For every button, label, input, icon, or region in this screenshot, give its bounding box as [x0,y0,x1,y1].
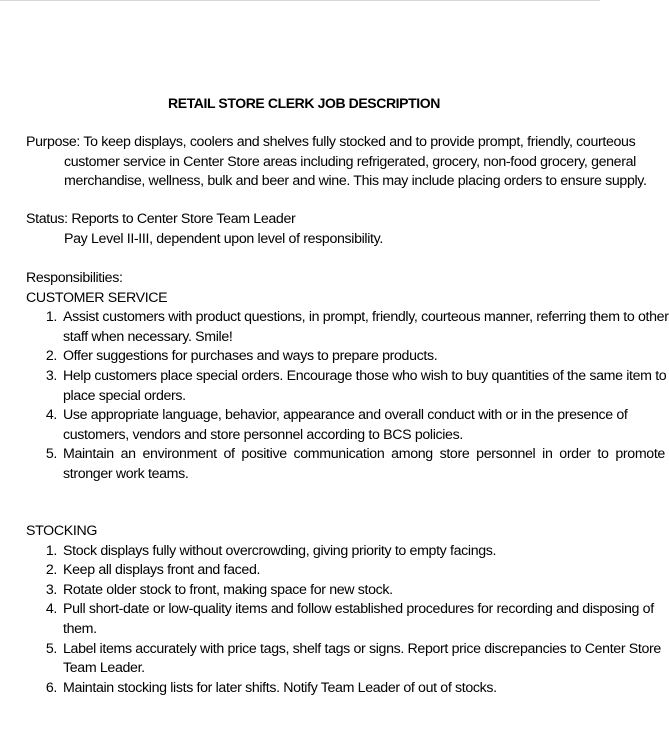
list-number: 4. [45,407,57,424]
list-item-line-2: staff when necessary. Smile! [63,328,233,345]
list-item [26,367,667,406]
list-number: 5. [45,446,57,463]
list-item [26,406,628,445]
list-item [26,445,665,484]
status-text-line-2: Pay Level II-III, dependent upon level of responsibility. [64,230,383,247]
purpose-label: Purpose: [26,134,80,150]
list-item [26,308,669,347]
list-item-line-1: Assist customers with product questions, in prompt, friendly, courteous manner, referring them to other [63,309,669,326]
document-title: RETAIL STORE CLERK JOB DESCRIPTION [168,95,440,111]
responsibilities-label: Responsibilities: [26,270,123,286]
list-item-line-2: place special orders. [63,387,186,404]
customer-service-list [26,308,669,484]
list-item-line-1: Maintain an environment of positive communication among store personnel in order to promote [63,446,665,463]
customer-service-heading: CUSTOMER SERVICE [26,289,168,306]
list-number: 6. [45,679,57,696]
list-item-line-1: Keep all displays front and faced. [63,562,261,579]
stocking-section [26,522,661,698]
list-item [26,542,582,562]
list-number: 4. [45,601,57,618]
list-item-line-1: Stock displays fully without overcrowding, giving priority to empty facings. [63,542,497,559]
list-item-line-2: them. [63,620,97,637]
stocking-heading: STOCKING [26,523,98,539]
list-item [26,561,582,581]
purpose-text-line-2: customer service in Center Store areas including refrigerated, grocery, non-food grocery, general [64,153,636,170]
list-item-line-2: Team Leader. [63,660,145,677]
list-item-line-2: stronger work teams. [63,465,189,482]
responsibilities-section [26,269,669,485]
list-number: 5. [45,640,57,657]
list-number: 3. [45,367,57,384]
list-item-line-1: Rotate older stock to front, making space for new stock. [63,581,393,598]
purpose-text-line-3: merchandise, wellness, bulk and beer and wine. This may include placing orders to ensure supply. [64,173,647,190]
list-item [26,600,654,639]
list-number: 1. [45,309,57,326]
list-item-line-1: Label items accurately with price tags, shelf tags or signs. Report price discrepancies to Center Store [63,640,661,657]
list-item-line-1: Help customers place special orders. Encourage those who wish to buy quantities of the same item to [63,367,667,384]
list-item [26,581,582,601]
purpose-text-line-1: To keep displays, coolers and shelves fully stocked and to provide prompt, friendly, courteous [83,134,636,150]
list-number: 2. [45,348,57,365]
purpose-section [26,133,647,192]
list-item [26,347,582,367]
list-item [26,640,661,679]
list-item-line-1: Pull short-date or low-quality items and follow established procedures for recording and disposing of [63,601,654,618]
list-number: 1. [45,542,57,559]
status-text-line-1: Reports to Center Store Team Leader [71,211,296,227]
list-item-line-1: Offer suggestions for purchases and ways to prepare products. [63,348,438,365]
status-section [26,210,582,249]
stocking-list [26,542,661,699]
list-number: 2. [45,562,57,579]
status-label: Status: [26,211,68,227]
list-item [26,679,582,699]
list-item-line-1: Maintain stocking lists for later shifts. Notify Team Leader of out of stocks. [63,679,497,696]
list-item-line-2: customers, vendors and store personnel according to BCS policies. [63,426,463,443]
list-number: 3. [45,581,57,598]
list-item-line-1: Use appropriate language, behavior, appearance and overall conduct with or in the presence of [63,407,628,424]
